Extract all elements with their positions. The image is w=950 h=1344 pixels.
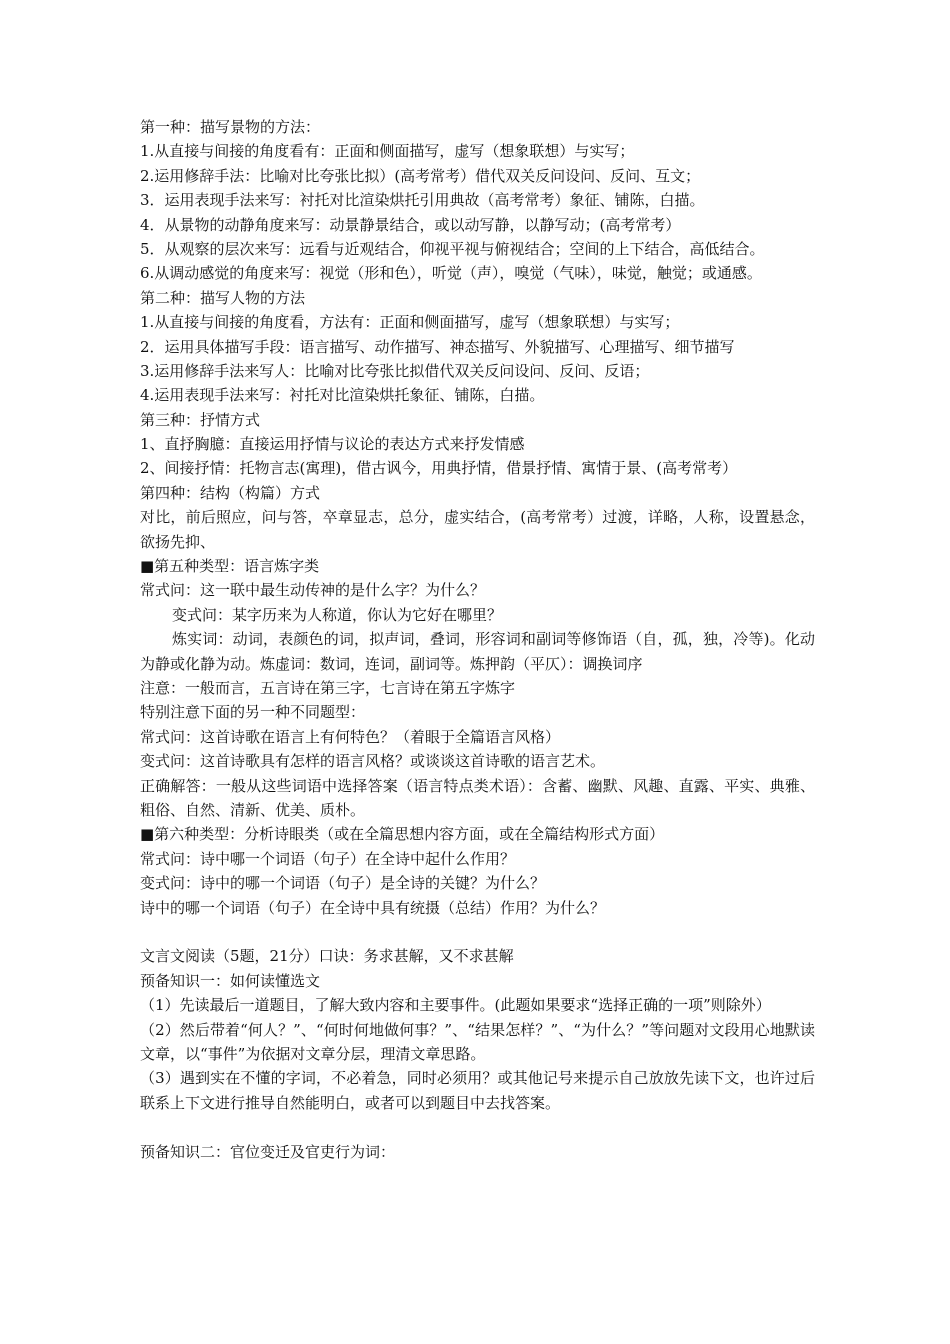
text-line: 诗中的哪一个词语（句子）在全诗中具有统摄（总结）作用？为什么？ bbox=[140, 898, 606, 917]
blank-line bbox=[140, 1115, 815, 1139]
section-heading-officials: 预备知识二：官位变迁及官吏行为词： bbox=[140, 1142, 396, 1161]
text-paragraph: 正确解答：一般从这些词语中选择答案（语言特点类术语）：含蓄、幽默、风趣、直露、平实、典雅、粗俗、自然、清新、优美、质朴。 bbox=[140, 776, 815, 820]
text-line: 变式问：某字历来为人称道，你认为它好在哪里？ bbox=[172, 605, 503, 624]
text-line: 预备知识一：如何读懂选文 bbox=[140, 971, 321, 990]
text-line: 2、间接抒情：托物言志(寓理)，借古讽今，用典抒情，借景抒情、寓情于景、(高考常考） bbox=[140, 459, 738, 478]
text-line: 常式问：这一联中最生动传神的是什么字？为什么？ bbox=[140, 581, 486, 600]
text-line: 变式问：诗中的哪一个词语（句子）是全诗的关键？为什么？ bbox=[140, 874, 546, 893]
section-heading-lyric: 第三种：抒情方式 bbox=[140, 410, 261, 429]
text-line: 3.运用修辞手法来写人：比喻对比夸张比拟借代双关反问设问、反问、反语； bbox=[140, 361, 650, 380]
blank-line bbox=[140, 920, 815, 944]
text-line: 1.从直接与间接的角度看有：正面和侧面描写，虚写（想象联想）与实写； bbox=[140, 142, 635, 161]
section-heading-structure: 第四种：结构（构篇）方式 bbox=[140, 483, 321, 502]
text-line: 6.从调动感觉的角度来写：视觉（形和色），听觉（声），嗅觉（气味），味觉，触觉；或通感。 bbox=[140, 264, 762, 283]
text-line: 1.从直接与间接的角度看，方法有：正面和侧面描写，虚写（想象联想）与实写； bbox=[140, 313, 680, 332]
document-page bbox=[140, 115, 815, 1164]
text-line: 常式问：诗中哪一个词语（句子）在全诗中起什么作用？ bbox=[140, 849, 516, 868]
text-line: 4.运用表现手法来写：衬托对比渲染烘托象征、铺陈，白描。 bbox=[140, 386, 545, 405]
text-line: 2．运用具体描写手段：语言描写、动作描写、神态描写、外貌描写、心理描写、细节描写 bbox=[140, 337, 735, 356]
text-line: 5．从观察的层次来写：远看与近观结合，仰视平视与俯视结合；空间的上下结合，高低结合。 bbox=[140, 239, 765, 258]
text-paragraph: （2）然后带着“何人？”、“何时何地做何事？”、“结果怎样？”、“为什么？”等问题对文段用心地默读文章，以“事件”为依据对文章分层，理清文章思路。 bbox=[140, 1020, 815, 1063]
text-paragraph: （3）遇到实在不懂的字词，不必着急，同时必须用？或其他记号来提示自己放放先读下文，也许过后联系上下文进行推导自然能明白，或者可以到题目中去找答案。 bbox=[140, 1069, 815, 1112]
text-line: 2.运用修辞手法：比喻对比夸张比拟）(高考常考）借代双关反问设问、反问、互文； bbox=[140, 166, 701, 185]
text-paragraph: 对比，前后照应，问与答，卒章显志，总分，虚实结合，(高考常考）过渡，详略，人称，设置悬念，欲扬先抑、 bbox=[140, 508, 815, 551]
text-line: 4．从景物的动静角度来写：动景静景结合，或以动写静，以静写动；(高考常考） bbox=[140, 215, 681, 234]
text-line: 注意：一般而言，五言诗在第三字，七言诗在第五字炼字 bbox=[140, 679, 516, 698]
text-line: 3．运用表现手法来写：衬托对比渲染烘托引用典故（高考常考）象征、铺陈，白描。 bbox=[140, 191, 705, 210]
section-heading-characters: 第二种：描写人物的方法 bbox=[140, 288, 306, 307]
text-line: 变式问：这首诗歌具有怎样的语言风格？或谈谈这首诗歌的语言艺术。 bbox=[140, 752, 606, 771]
text-paragraph: 炼实词：动词，表颜色的词，拟声词，叠词，形容词和副词等修饰语（自，孤，独，冷等)。化动为静或化静为动。炼虚词：数词，连词，副词等。炼押韵（平仄）：调换词序 bbox=[140, 630, 815, 673]
text-line: 1、直抒胸臆：直接运用抒情与议论的表达方式来抒发情感 bbox=[140, 435, 525, 454]
section-heading-poem-eye: ■第六种类型：分析诗眼类（或在全篇思想内容方面，或在全篇结构形式方面） bbox=[140, 825, 665, 844]
section-heading-wording: ■第五种类型：语言炼字类 bbox=[140, 557, 320, 576]
section-heading-classical: 文言文阅读（5题，21分）口诀：务求甚解，又不求甚解 bbox=[140, 947, 514, 966]
text-line: 常式问：这首诗歌在语言上有何特色？（着眼于全篇语言风格） bbox=[140, 727, 561, 746]
text-line: 特别注意下面的另一种不同题型： bbox=[140, 703, 366, 722]
text-paragraph: （1）先读最后一道题目，了解大致内容和主要事件。(此题如果要求“选择正确的一项”则除外） bbox=[140, 996, 771, 1015]
section-heading-scenery: 第一种：描写景物的方法： bbox=[140, 118, 321, 136]
